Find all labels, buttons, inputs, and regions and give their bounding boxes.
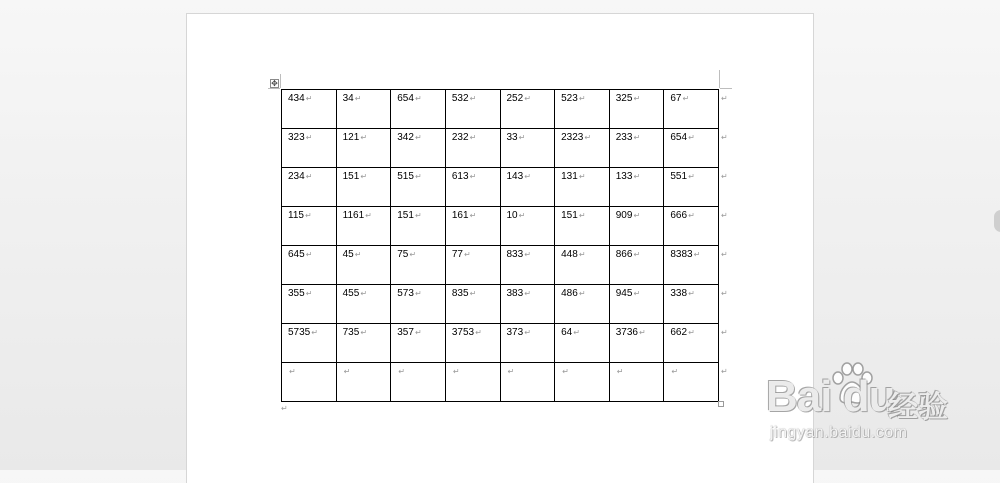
cell-value: 338 — [670, 288, 688, 299]
end-of-cell-mark: ↵ — [414, 94, 422, 103]
cell-value: 45 — [342, 249, 354, 260]
end-of-cell-mark: ↵ — [524, 289, 531, 298]
table-row — [282, 363, 719, 402]
table-cell[interactable] — [445, 207, 500, 246]
cell-value: 67 — [670, 93, 682, 104]
end-of-cell-mark: ↵ — [688, 211, 695, 220]
table-row — [282, 207, 719, 246]
cell-value: 151 — [397, 210, 414, 221]
end-of-cell-mark: ↵ — [469, 172, 477, 181]
table-cell[interactable] — [282, 168, 337, 207]
cell-value: 654 — [670, 132, 688, 143]
end-of-cell-mark: ↵ — [639, 328, 646, 337]
table-cell[interactable] — [391, 246, 446, 285]
cell-value: 735 — [342, 327, 360, 338]
cell-value: 833 — [506, 249, 524, 260]
end-of-cell-mark: ↵ — [578, 211, 586, 220]
end-of-cell-mark: ↵ — [311, 328, 318, 337]
table-cell[interactable] — [609, 90, 664, 129]
cell-value: 434 — [288, 93, 305, 104]
end-of-cell-mark: ↵ — [414, 289, 422, 298]
end-of-cell-mark: ↵ — [398, 367, 405, 376]
end-of-cell-mark: ↵ — [469, 289, 477, 298]
table-cell[interactable] — [664, 324, 719, 363]
end-of-cell-mark: ↵ — [633, 172, 641, 181]
table-row — [282, 90, 719, 129]
end-of-row-mark: ↵ — [721, 211, 728, 220]
end-of-cell-mark: ↵ — [693, 250, 701, 259]
table-cell[interactable] — [500, 90, 555, 129]
watermark-brand-text: Bai du — [766, 372, 895, 421]
cell-value: 523 — [561, 93, 578, 104]
end-of-cell-mark: ↵ — [304, 211, 312, 220]
table-cell[interactable] — [500, 168, 555, 207]
end-of-cell-mark: ↵ — [633, 289, 641, 298]
end-of-cell-mark: ↵ — [305, 289, 313, 298]
table-cell[interactable] — [391, 363, 446, 402]
cell-value: 355 — [288, 288, 305, 299]
table-cell[interactable] — [609, 129, 664, 168]
end-of-cell-mark: ↵ — [414, 328, 422, 337]
end-of-cell-mark: ↵ — [365, 211, 372, 220]
end-of-cell-mark: ↵ — [524, 172, 531, 181]
table-cell[interactable] — [336, 207, 391, 246]
end-of-cell-mark: ↵ — [518, 211, 526, 220]
end-of-cell-mark: ↵ — [360, 133, 368, 142]
cell-value: 151 — [342, 171, 360, 182]
end-of-cell-mark: ↵ — [305, 250, 313, 259]
table-cell[interactable] — [391, 129, 446, 168]
table-cell[interactable] — [445, 246, 500, 285]
table-cell[interactable] — [664, 207, 719, 246]
end-of-cell-mark: ↵ — [584, 133, 592, 142]
end-of-cell-mark: ↵ — [524, 250, 531, 259]
cell-value: 131 — [561, 171, 578, 182]
baidu-jingyan-watermark — [760, 360, 990, 460]
paragraph-mark: ↵ — [281, 404, 288, 413]
end-of-cell-mark: ↵ — [507, 367, 515, 376]
table-cell[interactable] — [555, 129, 610, 168]
table-cell[interactable] — [500, 129, 555, 168]
margin-guide-top-right-h — [720, 88, 732, 89]
end-of-cell-mark: ↵ — [469, 133, 477, 142]
end-of-cell-mark: ↵ — [414, 172, 422, 181]
table-cell[interactable] — [664, 168, 719, 207]
cell-value: 342 — [397, 132, 414, 143]
cell-value: 383 — [506, 288, 524, 299]
table-cell[interactable] — [555, 207, 610, 246]
table-cell[interactable] — [609, 207, 664, 246]
cell-value: 666 — [670, 210, 688, 221]
end-of-cell-mark: ↵ — [616, 367, 624, 376]
cell-value: 515 — [397, 171, 414, 182]
cell-value: 115 — [288, 210, 304, 221]
end-of-cell-mark: ↵ — [578, 250, 586, 259]
cell-value: 143 — [506, 171, 524, 182]
table-cell[interactable] — [555, 324, 610, 363]
table-cell[interactable] — [445, 363, 500, 402]
table-cell[interactable] — [555, 90, 610, 129]
end-of-row-mark: ↵ — [721, 172, 728, 181]
table-cell[interactable] — [336, 90, 391, 129]
table-cell[interactable] — [391, 90, 446, 129]
cell-value: 373 — [506, 327, 524, 338]
data-table[interactable] — [281, 89, 719, 402]
table-cell[interactable] — [664, 285, 719, 324]
cell-value: 3753 — [451, 327, 475, 338]
end-of-cell-mark: ↵ — [360, 289, 368, 298]
cell-value: 77 — [451, 249, 463, 260]
cell-value: 75 — [397, 249, 409, 260]
end-of-cell-mark: ↵ — [578, 94, 586, 103]
cell-value: 34 — [342, 93, 354, 104]
margin-guide-top-left-h — [268, 88, 280, 89]
cell-value: 532 — [451, 93, 469, 104]
end-of-cell-mark: ↵ — [578, 172, 586, 181]
end-of-row-mark: ↵ — [721, 328, 728, 337]
table-row — [282, 129, 719, 168]
table-cell[interactable] — [445, 285, 500, 324]
table-cell[interactable] — [609, 246, 664, 285]
table-cell[interactable] — [500, 207, 555, 246]
end-of-row-mark: ↵ — [721, 94, 728, 103]
margin-guide-top-right-v — [719, 70, 720, 88]
table-row — [282, 168, 719, 207]
table-cell[interactable] — [282, 207, 337, 246]
table-cell[interactable] — [664, 129, 719, 168]
end-of-cell-mark: ↵ — [633, 250, 641, 259]
cell-value: 945 — [615, 288, 633, 299]
table-cell[interactable] — [282, 246, 337, 285]
table-cell[interactable] — [664, 363, 719, 402]
end-of-cell-mark: ↵ — [688, 133, 695, 142]
end-of-cell-mark: ↵ — [414, 133, 422, 142]
cell-value: 8383 — [670, 249, 693, 260]
table-cell[interactable] — [555, 246, 610, 285]
cell-value: 64 — [561, 327, 573, 338]
end-of-cell-mark: ↵ — [360, 172, 368, 181]
table-move-handle-icon[interactable]: ✥ — [271, 79, 278, 88]
table-cell[interactable] — [336, 285, 391, 324]
cell-value: 325 — [615, 93, 633, 104]
cell-value: 835 — [451, 288, 469, 299]
cell-value: 133 — [615, 171, 633, 182]
cell-value: 232 — [451, 132, 469, 143]
end-of-cell-mark: ↵ — [562, 367, 569, 376]
table-cell[interactable] — [555, 363, 610, 402]
cell-value: 357 — [397, 327, 414, 338]
end-of-cell-mark: ↵ — [409, 250, 417, 259]
table-row — [282, 285, 719, 324]
end-of-cell-mark: ↵ — [305, 133, 313, 142]
cell-value: 323 — [288, 132, 305, 143]
table-cell[interactable] — [336, 168, 391, 207]
cell-value: 573 — [397, 288, 414, 299]
end-of-row-mark: ↵ — [721, 250, 728, 259]
table-cell[interactable] — [336, 129, 391, 168]
table-cell[interactable] — [555, 168, 610, 207]
cell-value: 121 — [342, 132, 360, 143]
cell-value: 551 — [670, 171, 688, 182]
table-row — [282, 324, 719, 363]
end-of-cell-mark: ↵ — [682, 94, 690, 103]
table-cell[interactable] — [500, 324, 555, 363]
table-cell[interactable] — [664, 90, 719, 129]
end-of-cell-mark: ↵ — [464, 250, 471, 259]
table-cell[interactable] — [336, 324, 391, 363]
end-of-cell-mark: ↵ — [578, 289, 586, 298]
end-of-cell-mark: ↵ — [688, 289, 695, 298]
cell-value: 252 — [506, 93, 524, 104]
cell-value: 234 — [288, 171, 305, 182]
end-of-cell-mark: ↵ — [305, 94, 313, 103]
end-of-cell-mark: ↵ — [518, 133, 526, 142]
watermark-url: jingyan.baidu.com — [770, 424, 908, 441]
end-of-cell-mark: ↵ — [354, 250, 362, 259]
end-of-cell-mark: ↵ — [289, 367, 296, 376]
table-cell[interactable] — [282, 324, 337, 363]
end-of-cell-mark: ↵ — [452, 367, 460, 376]
table-cell[interactable] — [500, 363, 555, 402]
table-cell[interactable] — [391, 168, 446, 207]
end-of-cell-mark: ↵ — [633, 211, 641, 220]
table-row — [282, 246, 719, 285]
table-cell[interactable] — [282, 129, 337, 168]
end-of-cell-mark: ↵ — [524, 328, 531, 337]
end-of-cell-mark: ↵ — [633, 133, 641, 142]
cell-value: 654 — [397, 93, 414, 104]
table-cell[interactable] — [555, 285, 610, 324]
cell-value: 448 — [561, 249, 578, 260]
table-cell[interactable] — [391, 207, 446, 246]
cell-value: 5735 — [288, 327, 311, 338]
cell-value: 1161 — [342, 210, 365, 221]
end-of-cell-mark: ↵ — [688, 328, 695, 337]
table-cell[interactable] — [445, 90, 500, 129]
table-cell[interactable] — [609, 285, 664, 324]
end-of-cell-mark: ↵ — [475, 328, 482, 337]
scrollbar-thumb[interactable] — [994, 210, 1000, 232]
watermark-brand-cn: 经验 — [888, 390, 948, 425]
cell-value: 33 — [506, 132, 518, 143]
end-of-cell-mark: ↵ — [688, 172, 695, 181]
table-cell[interactable] — [282, 90, 337, 129]
cell-value: 233 — [615, 132, 633, 143]
cell-value: 10 — [506, 210, 518, 221]
table-cell[interactable] — [609, 168, 664, 207]
table-cell[interactable] — [664, 246, 719, 285]
cell-value: 613 — [451, 171, 469, 182]
cell-value: 151 — [561, 210, 578, 221]
table-cell[interactable] — [391, 285, 446, 324]
end-of-cell-mark: ↵ — [360, 328, 368, 337]
margin-guide-top-left-v — [280, 74, 281, 88]
end-of-cell-mark: ↵ — [305, 172, 313, 181]
table-cell[interactable] — [500, 246, 555, 285]
end-of-row-mark: ↵ — [721, 133, 728, 142]
end-of-row-mark: ↵ — [721, 289, 728, 298]
table-cell[interactable] — [445, 168, 500, 207]
end-of-cell-mark: ↵ — [469, 94, 477, 103]
end-of-cell-mark: ↵ — [343, 367, 351, 376]
table-cell[interactable] — [445, 129, 500, 168]
end-of-cell-mark: ↵ — [633, 94, 641, 103]
cell-value: 909 — [615, 210, 633, 221]
table-cell[interactable] — [336, 246, 391, 285]
cell-value: 2323 — [561, 132, 584, 143]
table-cell[interactable] — [609, 324, 664, 363]
end-of-cell-mark: ↵ — [469, 211, 477, 220]
cell-value: 3736 — [615, 327, 638, 338]
end-of-row-mark: ↵ — [721, 367, 728, 376]
table-resize-handle[interactable] — [718, 401, 724, 407]
cell-value: 645 — [288, 249, 305, 260]
end-of-cell-mark: ↵ — [354, 94, 362, 103]
cell-value: 866 — [615, 249, 633, 260]
end-of-cell-mark: ↵ — [573, 328, 580, 337]
table-cell[interactable] — [391, 324, 446, 363]
table-cell[interactable] — [282, 363, 337, 402]
end-of-cell-mark: ↵ — [414, 211, 422, 220]
table-cell[interactable] — [609, 363, 664, 402]
table-cell[interactable] — [445, 324, 500, 363]
end-of-cell-mark: ↵ — [671, 367, 679, 376]
cell-value: 486 — [561, 288, 578, 299]
end-of-cell-mark: ↵ — [524, 94, 531, 103]
table-cell[interactable] — [500, 285, 555, 324]
cell-value: 662 — [670, 327, 688, 338]
table-cell[interactable] — [336, 363, 391, 402]
cell-value: 455 — [342, 288, 360, 299]
table-cell[interactable] — [282, 285, 337, 324]
cell-value: 161 — [451, 210, 469, 221]
